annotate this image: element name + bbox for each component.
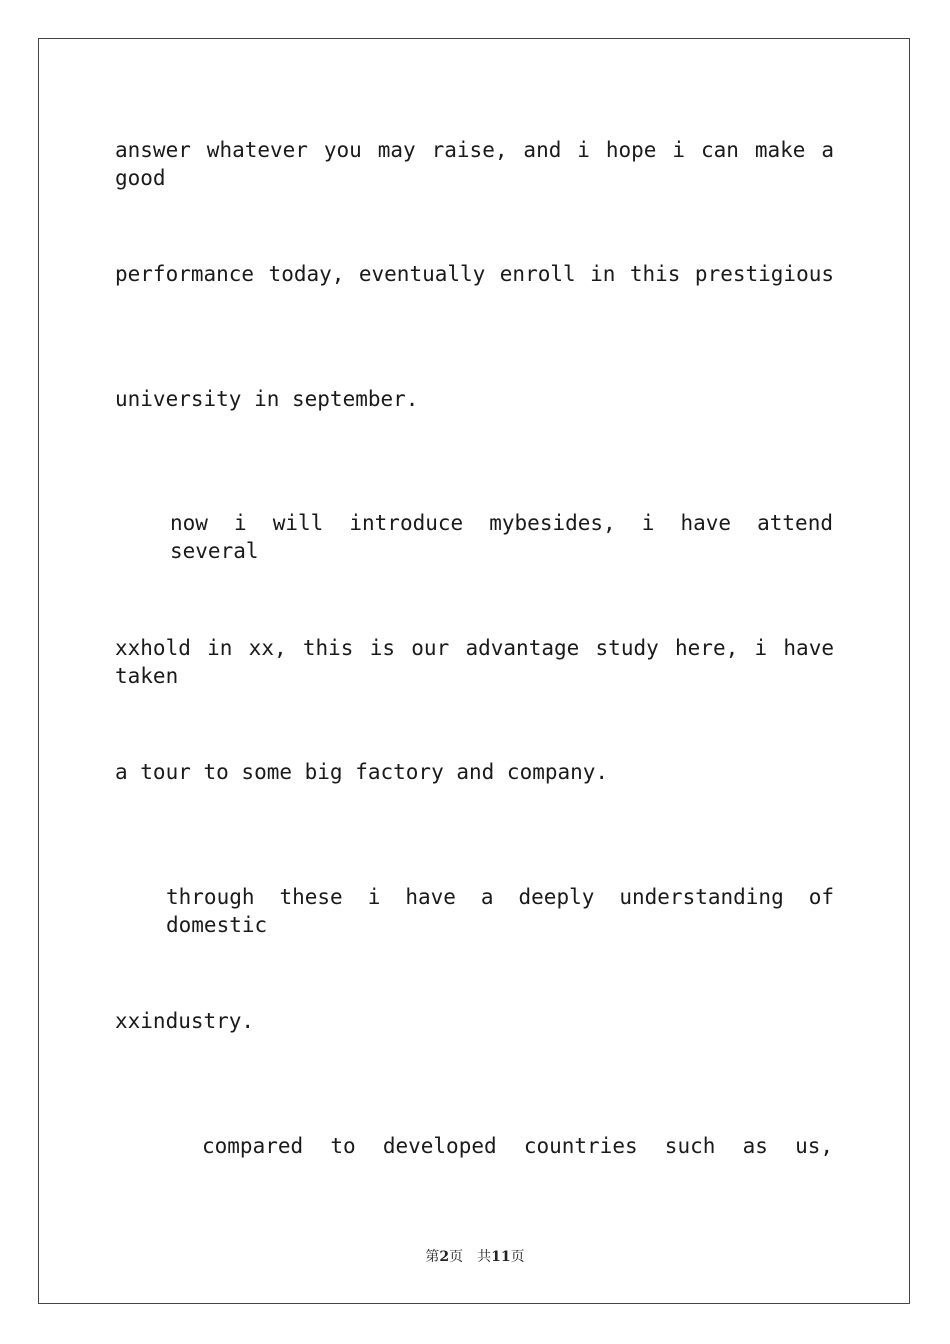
- paragraph-first-line: compared to developed countries such as us,: [202, 1134, 833, 1158]
- paragraph-first-line: through these i have a deeply understanding of domestic: [166, 885, 834, 937]
- page-prefix: 第: [425, 1249, 440, 1265]
- body-text-line: university in september.: [115, 387, 419, 411]
- page-number: 2: [439, 1249, 450, 1265]
- paragraph-first-line: now i will introduce mybesides, i have attend several: [170, 511, 833, 563]
- body-text-line: performance today, eventually enroll in this prestigious: [115, 262, 834, 286]
- body-text-line: xxhold in xx, this is our advantage study here, i have taken: [115, 636, 834, 688]
- total-suffix: 页: [510, 1249, 525, 1265]
- total-prefix: 共: [477, 1249, 492, 1265]
- page-suffix: 页: [449, 1249, 464, 1265]
- page-footer: [0, 1248, 950, 1266]
- body-text-line: a tour to some big factory and company.: [115, 760, 609, 784]
- body-text-line: xxindustry.: [115, 1009, 255, 1033]
- total-pages: 11: [491, 1249, 511, 1265]
- body-text-line: answer whatever you may raise, and i hope i can make a good: [115, 138, 834, 190]
